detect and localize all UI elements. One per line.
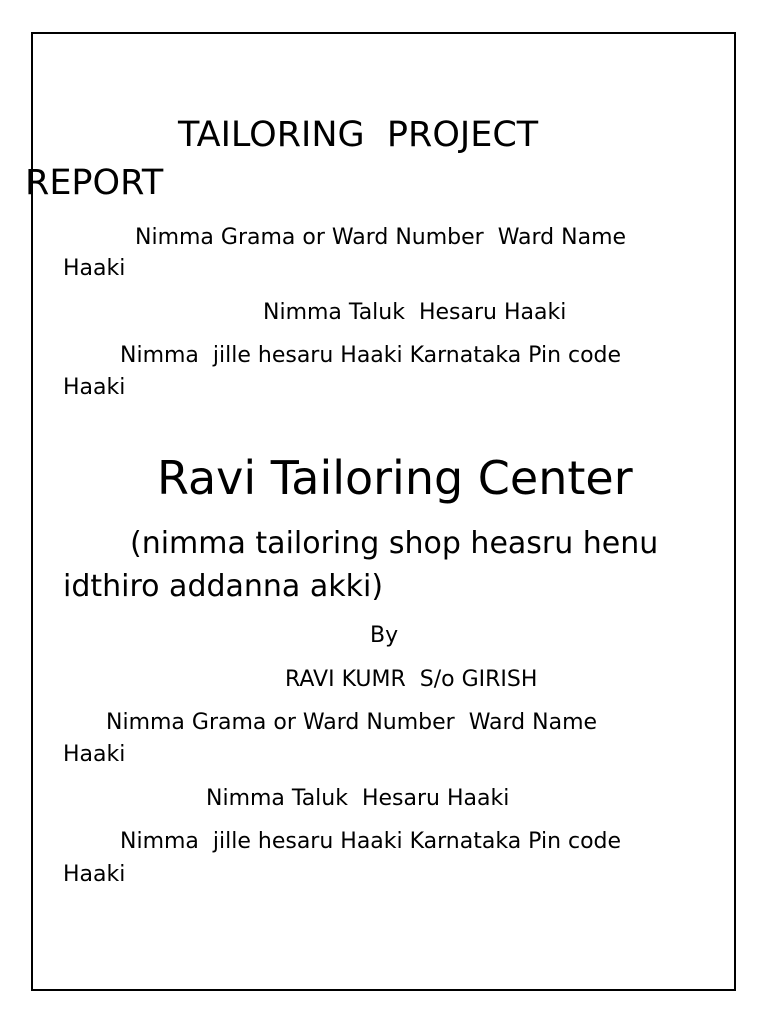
shop-name-note-line-2: idthiro addanna akki) bbox=[63, 569, 384, 604]
bottom-address-district: Nimma jille hesaru Haaki Karnataka Pin code bbox=[120, 829, 622, 854]
top-address-ward-cont: Haaki bbox=[63, 256, 126, 281]
top-address-ward: Nimma Grama or Ward Number Ward Name bbox=[135, 225, 627, 250]
top-address-district: Nimma jille hesaru Haaki Karnataka Pin code bbox=[120, 343, 622, 368]
top-address-district-cont: Haaki bbox=[63, 375, 126, 400]
author-name: RAVI KUMR S/o GIRISH bbox=[285, 667, 538, 692]
shop-name: Ravi Tailoring Center bbox=[157, 451, 633, 505]
bottom-address-ward: Nimma Grama or Ward Number Ward Name bbox=[106, 710, 598, 735]
bottom-address-district-cont: Haaki bbox=[63, 862, 126, 887]
top-address-taluk: Nimma Taluk Hesaru Haaki bbox=[263, 300, 567, 325]
report-title-line-2: REPORT bbox=[25, 163, 164, 203]
bottom-address-ward-cont: Haaki bbox=[63, 742, 126, 767]
bottom-address-taluk: Nimma Taluk Hesaru Haaki bbox=[206, 786, 510, 811]
shop-name-note-line-1: (nimma tailoring shop heasru henu bbox=[130, 526, 659, 561]
report-title-line-1: TAILORING PROJECT bbox=[178, 115, 539, 155]
byline-label: By bbox=[370, 623, 399, 648]
